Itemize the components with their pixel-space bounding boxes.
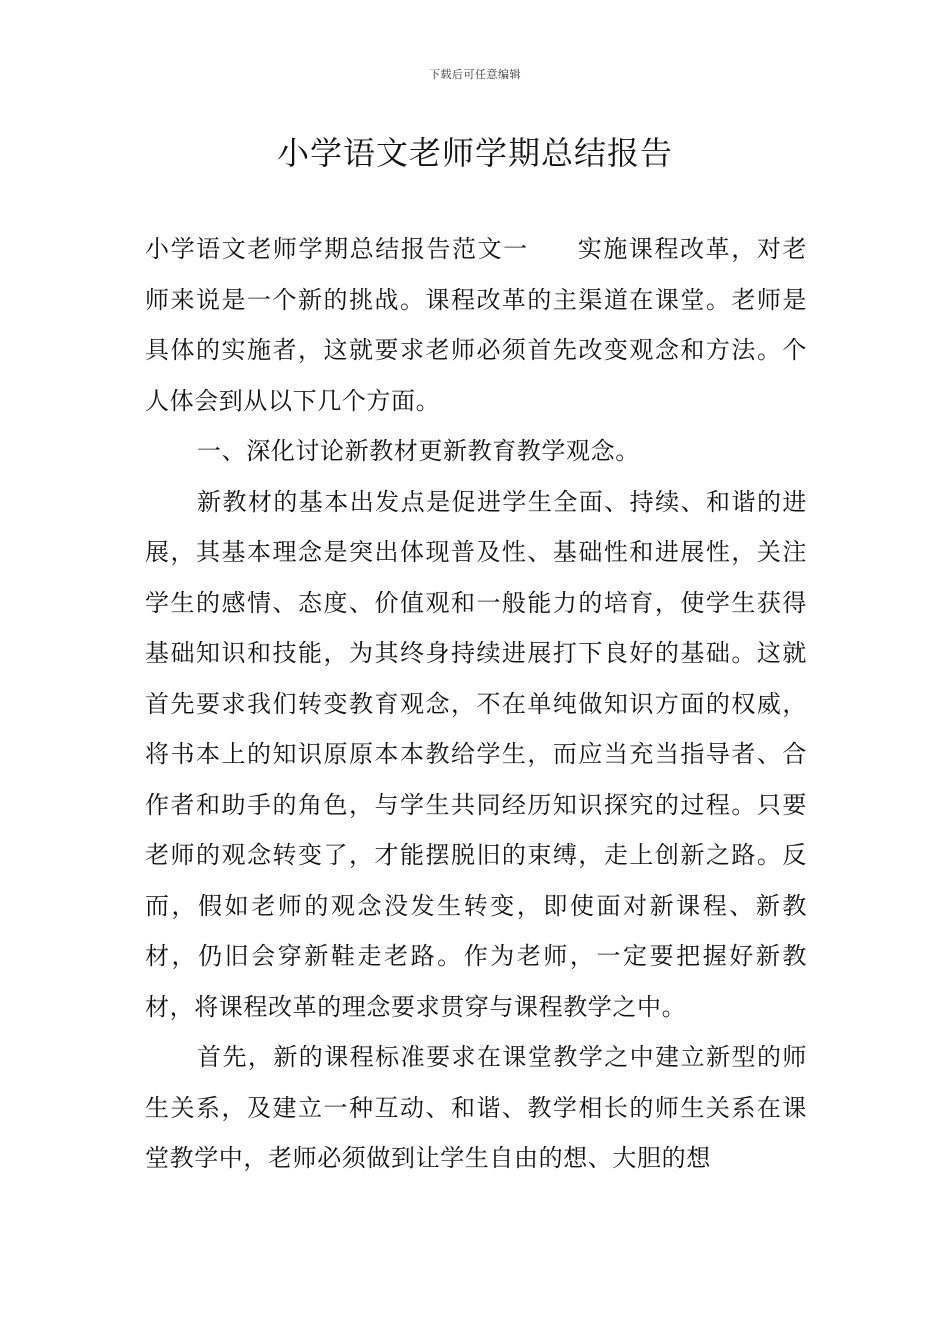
paragraph-body-2: 首先，新的课程标准要求在课堂教学之中建立新型的师生关系，及建立一种互动、和谐、教学相长的师生关系在课堂教学中，老师必须做到让学生自由的想、大胆的想 <box>145 1043 807 1172</box>
section-heading-1: 一、深化讨论新教材更新教育教学观念。 <box>197 437 640 465</box>
paragraph-intro-body: 实施课程改革，对老师来说是一个新的挑战。课程改革的主渠道在课堂。老师是具体的实施者，这就要求老师必须首先改变观念和方法。个人体会到从以下几个方面。 <box>145 235 807 415</box>
paragraph-intro-lead: 小学语文老师学期总结报告范文一 <box>145 235 529 263</box>
document-body <box>145 224 807 1184</box>
paragraph-body-1: 新教材的基本出发点是促进学生全面、持续、和谐的进展，其基本理念是突出体现普及性、基础性和进展性，关注学生的感情、态度、价值观和一般能力的培育，使学生获得基础知识和技能，为其终身持续进展打下良好的基础。这就首先要求我们转变教育观念，不在单纯做知识方面的权威，将书本上的知识原原本本教给学生，而应当充当指导者、合作者和助手的角色，与学生共同经历知识探究的过程。只要老师的观念转变了，才能摆脱旧的束缚，走上创新之路。反而，假如老师的观念没发生转变，即使面对新课程、新教材，仍旧会穿新鞋走老路。作为老师，一定要把握好新教材，将课程改革的理念要求贯穿与课程教学之中。 <box>145 487 807 1021</box>
header-note: 下载后可任意编辑 <box>429 68 521 81</box>
paragraph-intro <box>145 224 807 426</box>
document-title: 小学语文老师学期总结报告 <box>276 134 673 172</box>
